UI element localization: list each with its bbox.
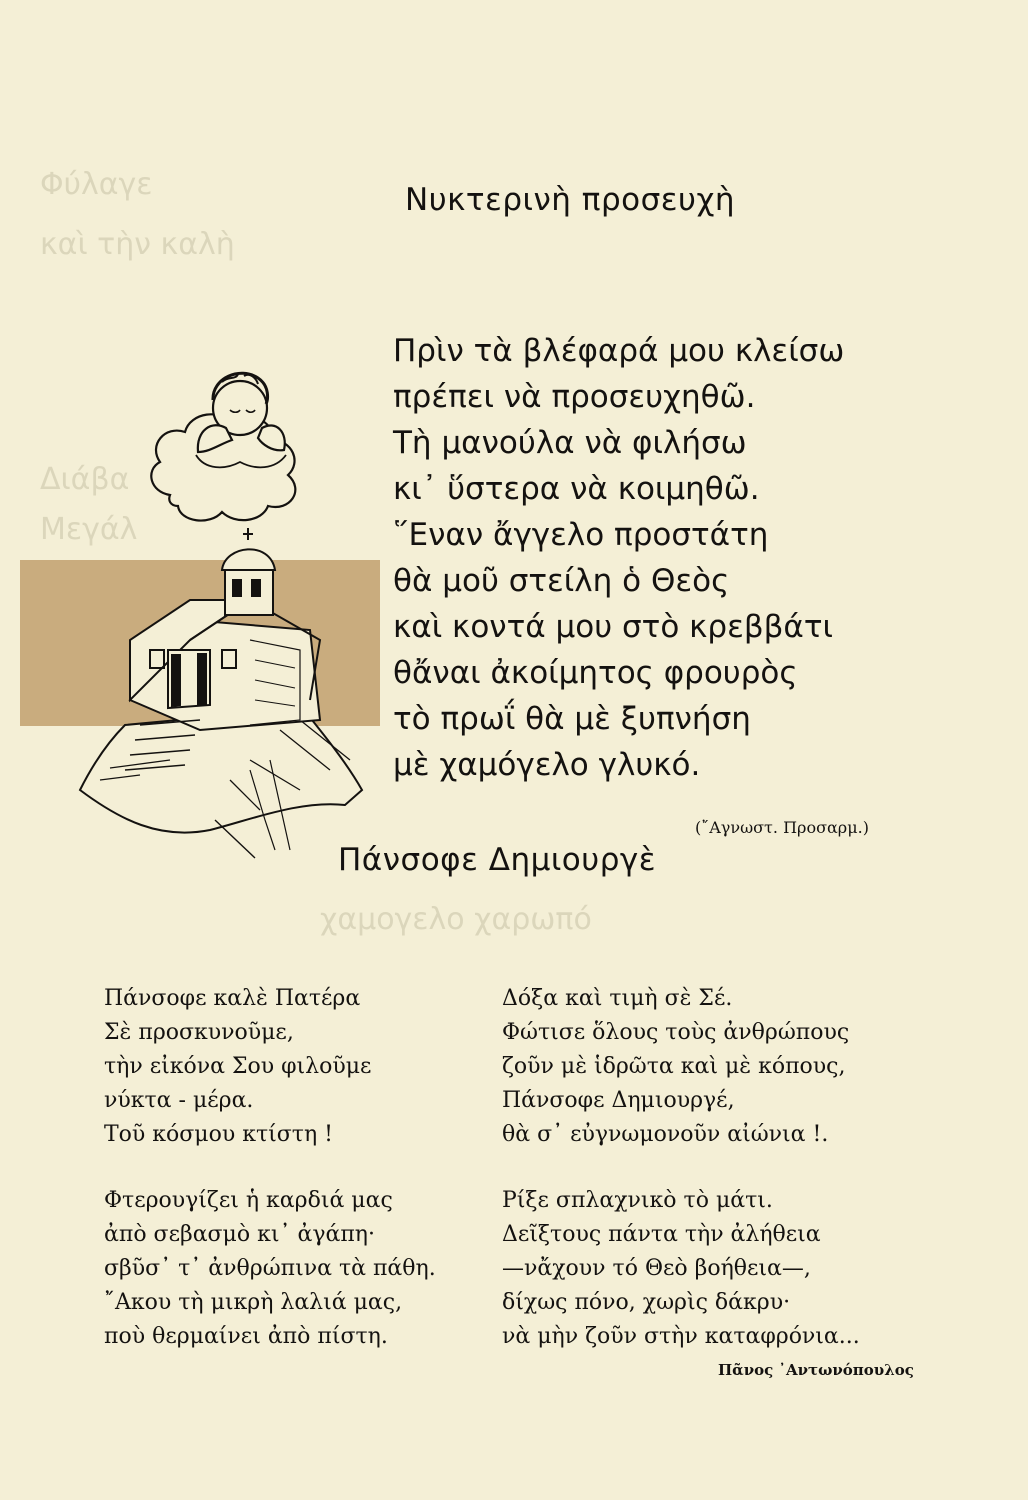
poem-line: Πρὶν τὰ βλέφαρά μου κλείσω [393,333,845,369]
show-through-text: Φύλαγε [40,167,153,202]
angel-on-cloud-drawing [151,373,295,520]
poem-line: Φτερουγίζει ἡ καρδιά μας [104,1188,393,1213]
poem-line: Φώτισε ὅλους τοὺς ἀνθρώπους [502,1020,850,1045]
poem-line: μὲ χαμόγελο γλυκό. [393,747,701,783]
poem-column-left [104,982,436,1354]
poem-line: πρέπει νὰ προσευχηθῶ. [393,379,756,415]
poem-author: Πᾶνος ᾽Αντωνόπουλος [718,1361,914,1379]
poem-line: Πάνσοφε καλὲ Πατέρα [104,986,361,1011]
poem-column-right [502,982,860,1354]
poem-line: ῎Ακου τὴ μικρὴ λαλιά μας, [104,1290,403,1315]
poem-line: Σὲ προσκυνοῦμε, [104,1020,294,1045]
poem-title: Νυκτερινὴ προσευχὴ [405,182,736,218]
poem-line: θὰ σ᾽ εὐγνωμονοῦν αἰώνια !. [502,1122,829,1147]
poem-line: Δόξα καὶ τιμὴ σὲ Σέ. [502,986,733,1011]
stanza-gap [104,1152,436,1184]
poem-line: νὰ μὴν ζοῦν στὴν καταφρόνια... [502,1324,860,1349]
poem-line: κι᾽ ὕστερα νὰ κοιμηθῶ. [393,471,760,507]
poem-line: καὶ κοντά μου στὸ κρεββάτι [393,609,834,645]
poem-line: Ρίξε σπλαχνικὸ τὸ μάτι. [502,1188,773,1213]
show-through-text: καὶ τὴν καλὴ [40,227,235,262]
show-through-text: Μεγάλ [40,512,138,547]
poem-line: Τὴ μανούλα νὰ φιλήσω [393,425,747,461]
show-through-text: Διάβα [40,462,130,497]
poem-body [393,328,993,788]
poem-line: δίχως πόνο, χωρὶς δάκρυ· [502,1290,791,1315]
poem-line: θὰ μοῦ στείλη ὁ Θεὸς [393,563,730,599]
poem-line: ποὺ θερμαίνει ἀπὸ πίστη. [104,1324,388,1349]
poem-line: ζοῦν μὲ ἱδρῶτα καὶ μὲ κόπους, [502,1054,846,1079]
poem-line: σβῦσ᾽ τ᾽ ἀνθρώπινα τὰ πάθη. [104,1256,436,1281]
poem-line: —νἄχουν τό Θεὸ βοήθεια—, [502,1256,811,1281]
poem-line: Τοῦ κόσμου κτίστη ! [104,1122,333,1147]
poem-line: θἄναι ἀκοίμητος φρουρὸς [393,655,798,691]
poem-line: νύκτα - μέρα. [104,1088,254,1113]
stanza-gap [502,1152,860,1184]
poem-line: Πάνσοφε Δημιουργέ, [502,1088,735,1113]
poem-credit: (῎Αγνωστ. Προσαρμ.) [695,818,869,837]
poem-line: Δεῖξτους πάντα τὴν ἀλήθεια [502,1222,821,1247]
show-through-text: χαμογελο χαρωπό [320,902,592,937]
poem-line: τὸ πρωΐ θὰ μὲ ξυπνήση [393,701,751,737]
poem-line: ῞Εναν ἄγγελο προστάτη [393,517,769,553]
illustration [0,0,420,880]
poem-title: Πάνσοφε Δημιουργὲ [338,842,656,878]
poem-line: ἀπὸ σεβασμὸ κι᾽ ἀγάπη· [104,1222,375,1247]
poem-line: τὴν εἰκόνα Σου φιλοῦμε [104,1054,372,1079]
